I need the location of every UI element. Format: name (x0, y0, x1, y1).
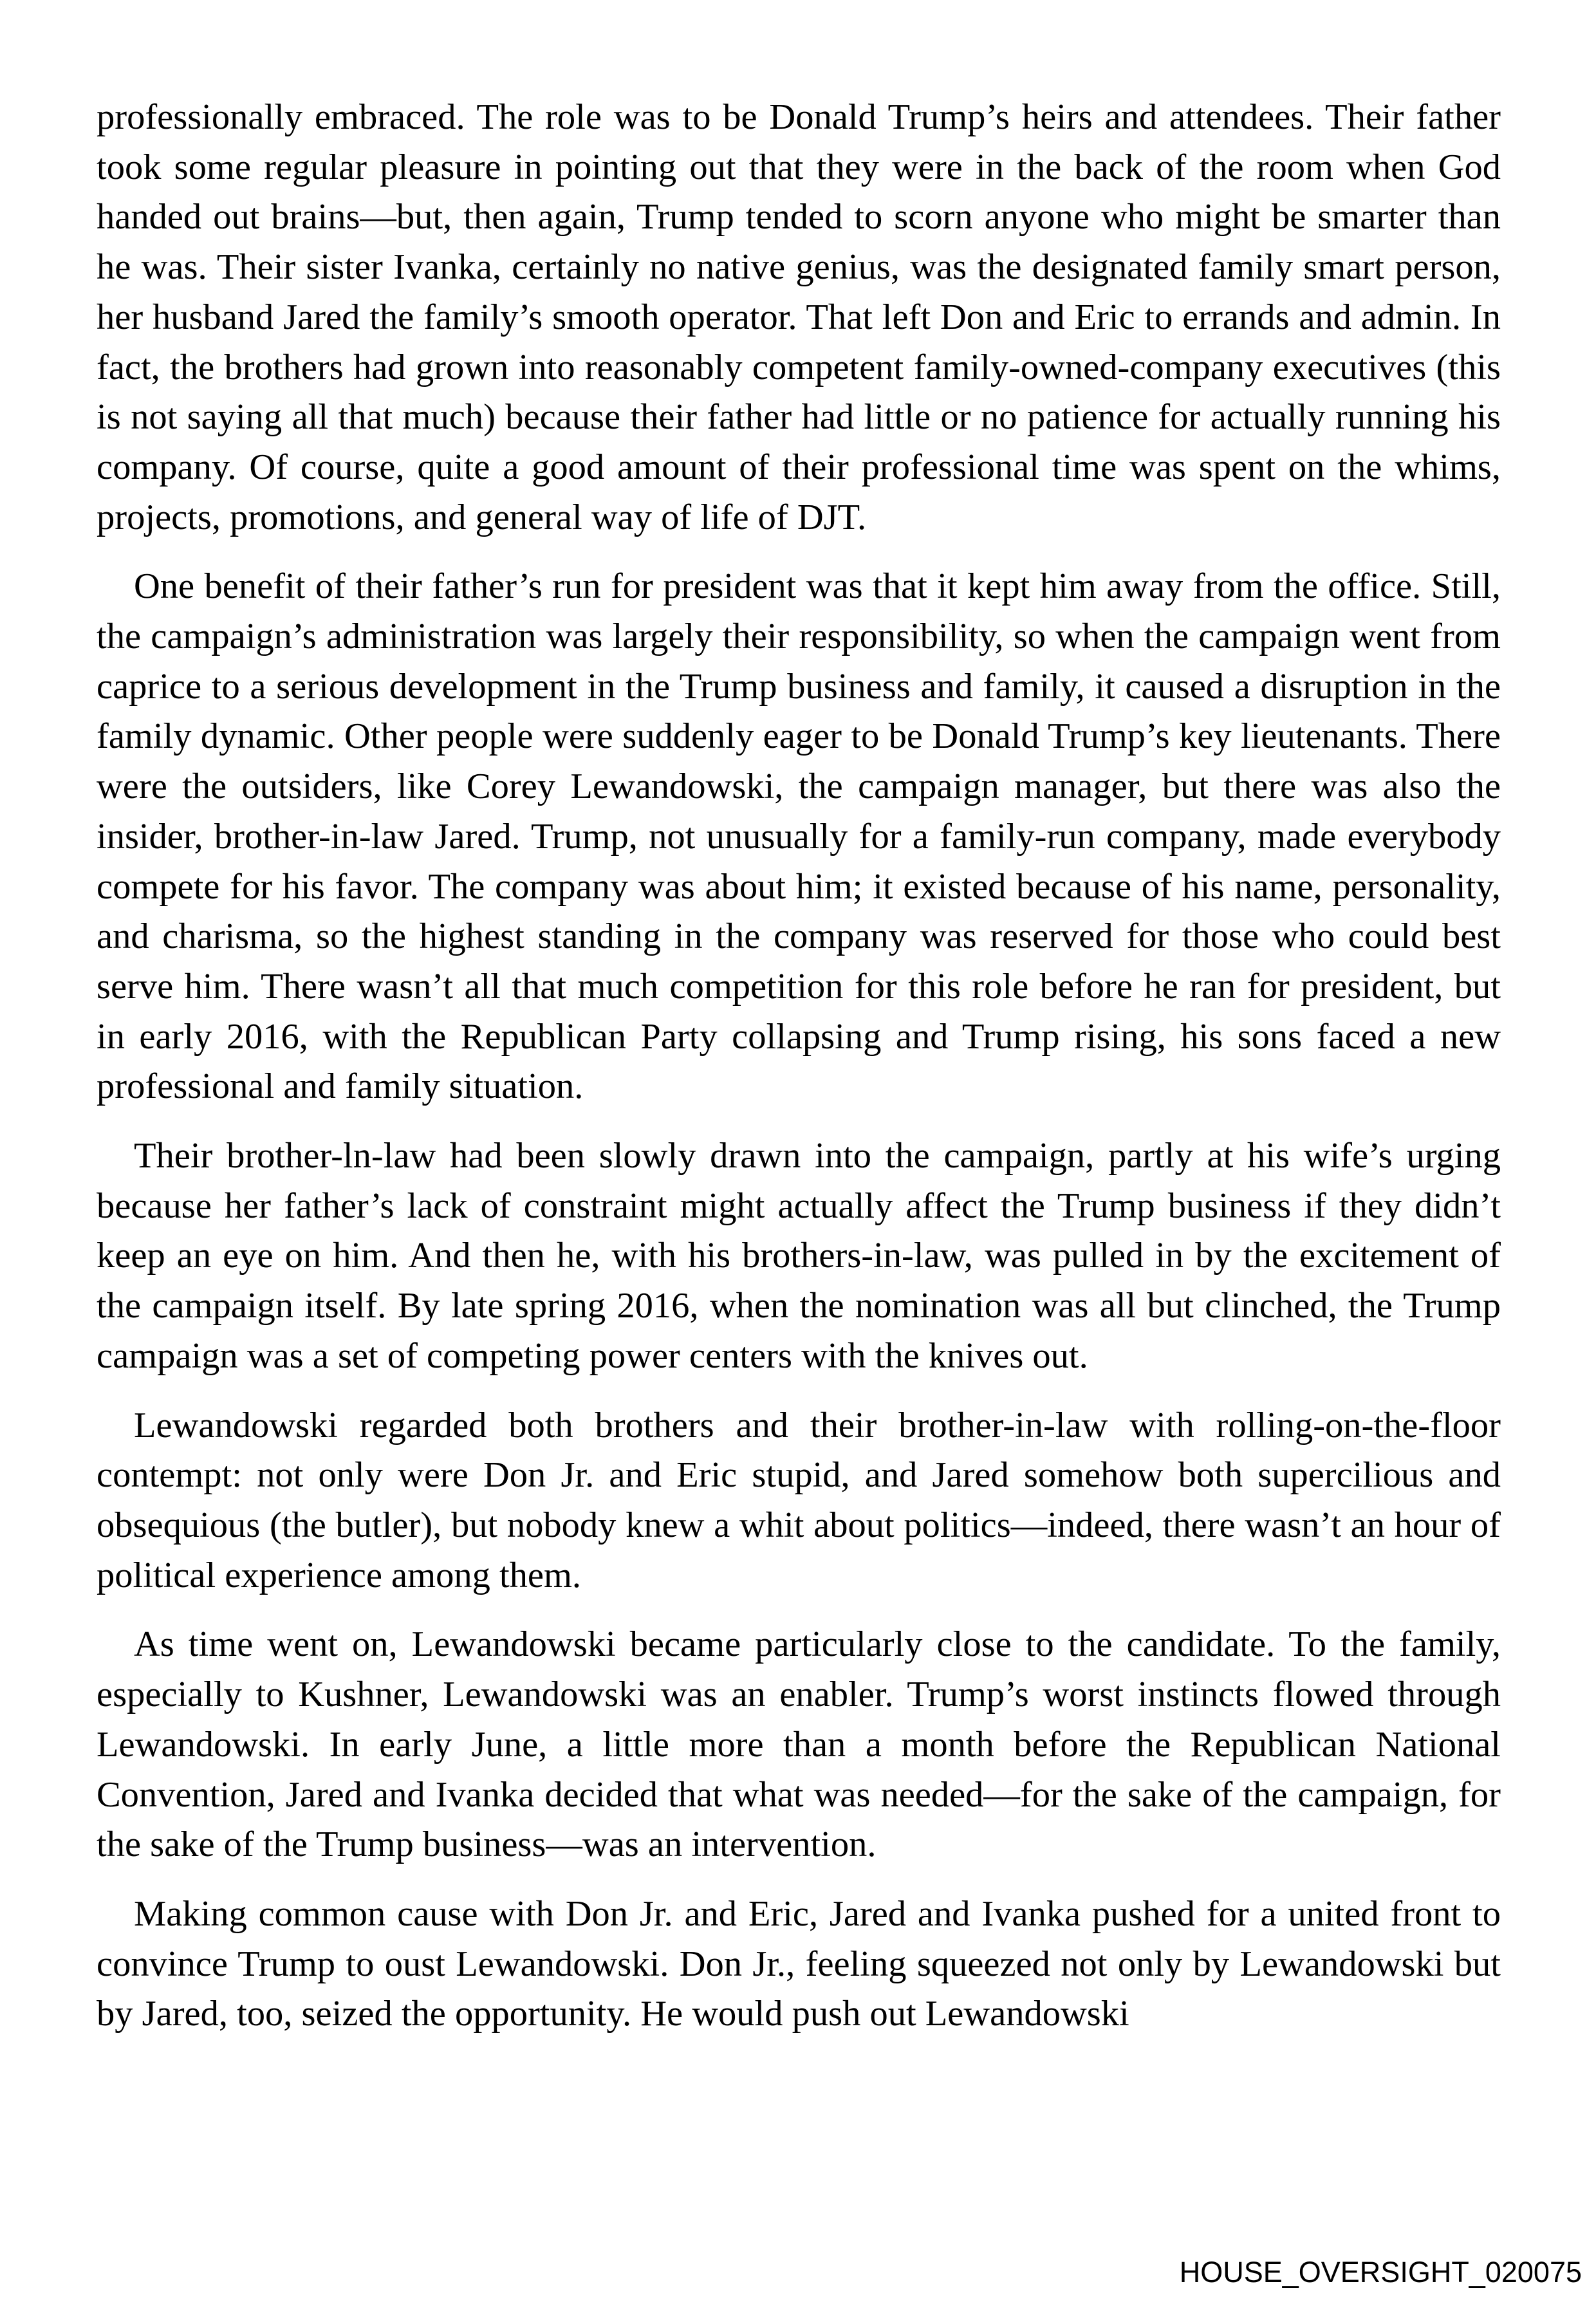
paragraph-lewandowski-contempt: Lewandowski regarded both brothers and their brother-in-law with rolling-on-the-floor contempt: not only were Don Jr. and Eric stupid, and Jared somehow both supercilious and obsequious (the butler), but nobody knew a whit about politics—indeed, there wasn’t an hour of political experience among them. (97, 1405, 1501, 1595)
paragraph-united-front: Making common cause with Don Jr. and Eric, Jared and Ivanka pushed for a united front to convince Trump to oust Lewandowski. Don Jr., feeling squeezed not only by Lewandowski but by Jared, too, seized the opportunity. He would push out Lewandowski (97, 1893, 1501, 2034)
bates-number-footer: HOUSE_OVERSIGHT_020075 (1179, 2256, 1582, 2288)
paragraph-campaign-benefit: One benefit of their father’s run for president was that it kept him away from the office. Still, the campaign’s administration was largely their responsibility, so when the campaign went from caprice to a serious development in the Trump business and family, it caused a disruption in the family dynamic. Other people were suddenly eager to be Donald Trump’s key lieutenants. There were the outsiders, like Corey Lewandowski, the campaign manager, but there was also the insider, brother-in-law Jared. Trump, not unusually for a family-run company, made everybody compete for his favor. The company was about him; it existed because of his name, personality, and charisma, so the highest standing in the company was reserved for those who could best serve him. There wasn’t all that much competition for this role before he ran for president, but in early 2016, with the Republican Party collapsing and Trump rising, his sons faced a new professional and family situation. (97, 566, 1501, 1107)
paragraph-brother-in-law: Their brother-ln-law had been slowly drawn into the campaign, partly at his wife’s urging because her father’s lack of constraint might actually affect the Trump business if they didn’t keep an eye on him. And then he, with his brothers-in-law, was pulled in by the excitement of the campaign itself. By late spring 2016, when the nomination was all but clinched, the Trump campaign was a set of competing power centers with the knives out. (97, 1136, 1501, 1376)
paragraph-continued: professionally embraced. The role was to be Donald Trump’s heirs and attendees. Their father took some regular pleasure in pointing out that they were in the back of the room when God handed out brains—but, then again, Trump tended to scorn anyone who might be smarter than he was. Their sister Ivanka, certainly no native genius, was the designated family smart person, her husband Jared the family’s smooth operator. That left Don and Eric to errands and admin. In fact, the brothers had grown into reasonably competent family-owned-company executives (this is not saying all that much) because their father had little or no patience for actually running his company. Of course, quite a good amount of their professional time was spent on the whims, projects, promotions, and general way of life of DJT. (97, 97, 1501, 537)
document-body (97, 93, 1501, 2059)
paragraph-intervention: As time went on, Lewandowski became particularly close to the candidate. To the family, especially to Kushner, Lewandowski was an enabler. Trump’s worst instincts flowed through Lewandowski. In early June, a little more than a month before the Republican National Convention, Jared and Ivanka decided that what was needed—for the sake of the campaign, for the sake of the Trump business—was an intervention. (97, 1624, 1501, 1865)
